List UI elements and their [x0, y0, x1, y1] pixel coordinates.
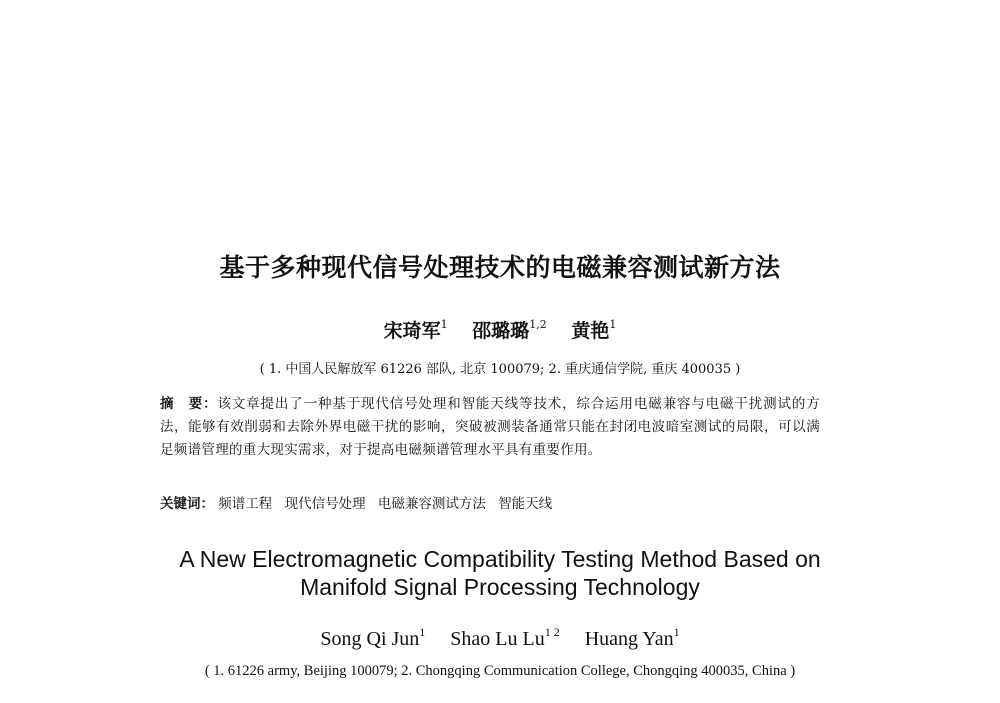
english-title [0, 545, 1000, 601]
chinese-abstract [160, 393, 820, 462]
author-affiliation-mark: 1 [440, 318, 448, 331]
author-name: 邵璐璐 [472, 320, 530, 342]
chinese-author [384, 320, 448, 342]
chinese-title: 基于多种现代信号处理技术的电磁兼容测试新方法 [219, 253, 781, 282]
author-affiliation-mark: 1,2 [529, 318, 547, 331]
chinese-affiliation: ( 1. 中国人民解放军 61226 部队, 北京 100079; 2. 重庆通信学院, 重庆 400035 ) [259, 362, 741, 377]
english-affiliation: ( 1. 61226 army, Beijing 100079; 2. Chongqing Communication College, Chongqing 400035, China ) [204, 663, 796, 679]
keyword: 频谱工程 [218, 496, 273, 512]
abstract-label: 摘 要： [160, 396, 218, 412]
abstract-text: 该文章提出了一种基于现代信号处理和智能天线等技术，综合运用电磁兼容与电磁干扰测试的方法，能够有效削弱和去除外界电磁干扰的影响，突破被测装备通常只能在封闭电波暗室测试的局限，可以满足频谱管理的重大现实需求，对于提高电磁频谱管理水平具有重要作用。 [160, 396, 820, 458]
english-title-line: Manifold Signal Processing Technology [300, 574, 700, 600]
chinese-author [571, 320, 616, 342]
chinese-keywords [160, 492, 820, 512]
author-name: Shao Lu Lu [450, 628, 545, 650]
keyword: 电磁兼容测试方法 [377, 496, 486, 512]
chinese-author [472, 320, 547, 342]
english-author [450, 625, 560, 650]
author-affiliation-mark: 1 [609, 318, 617, 331]
english-author-list [0, 625, 1000, 651]
keywords-label: 关键词： [160, 496, 214, 512]
english-author [320, 625, 426, 650]
author-name: Huang Yan [584, 628, 674, 650]
english-title-line: A New Electromagnetic Compatibility Testing Method Based on [179, 546, 821, 572]
author-name: Song Qi Jun [320, 628, 420, 650]
keyword: 现代信号处理 [284, 496, 366, 512]
english-author [584, 625, 680, 650]
chinese-author-list [0, 316, 1000, 343]
author-name: 宋琦军 [383, 320, 441, 342]
author-affiliation-mark: 1 [673, 625, 680, 639]
author-affiliation-mark: 1 [419, 625, 426, 639]
keyword: 智能天线 [498, 496, 553, 512]
author-name: 黄艳 [571, 320, 610, 342]
author-affiliation-mark: 1 2 [544, 625, 560, 639]
